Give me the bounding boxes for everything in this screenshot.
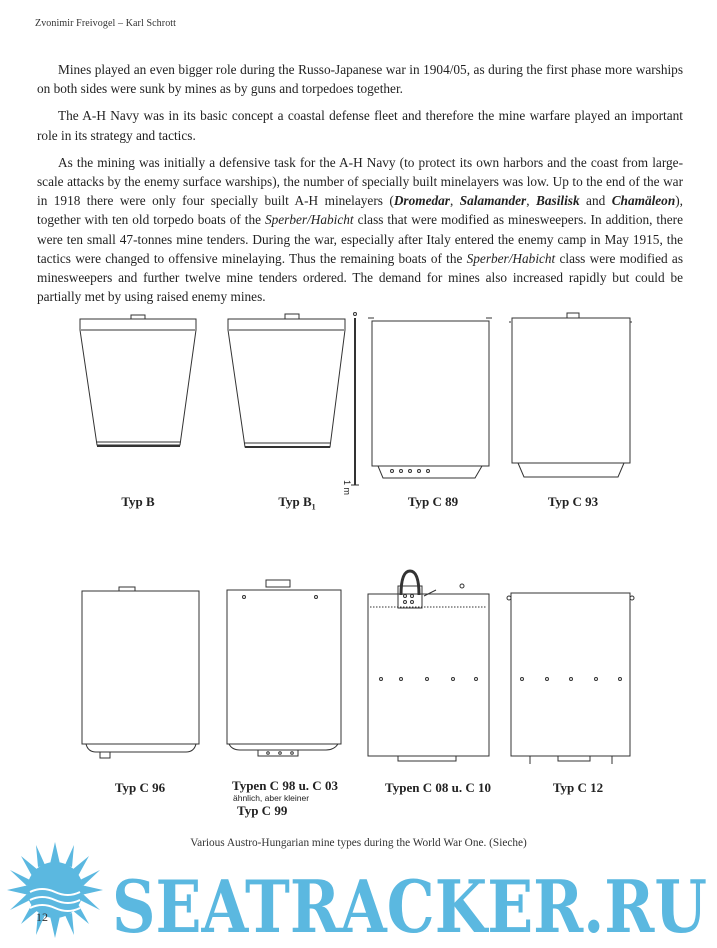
ship-name-dromedar: Dromedar bbox=[393, 193, 450, 209]
caption-typ-b1 bbox=[267, 494, 327, 512]
caption-typ-c08: Typen C 08 u. C 10 bbox=[385, 780, 491, 795]
sun-burst-icon bbox=[7, 842, 103, 938]
ship-name-salamander: Salamander bbox=[459, 193, 527, 209]
caption-typ-c12: Typ C 12 bbox=[552, 780, 604, 795]
caption-typ-b: Typ B bbox=[121, 494, 155, 509]
scale-bar bbox=[351, 313, 359, 486]
caption-typ-c96: Typ C 96 bbox=[114, 780, 166, 795]
caption-typ-b1-text: Typ B bbox=[278, 494, 312, 509]
caption-typ-c89: Typ C 89 bbox=[407, 494, 459, 509]
caption-typ-c99: Typ C 99 bbox=[237, 803, 288, 818]
figure-caption: Various Austro-Hungarian mine types during the World War One. (Sieche) bbox=[190, 837, 527, 849]
caption-typ-b1-subscript: 1 bbox=[311, 502, 316, 512]
class-name-1: Sperber/Habicht bbox=[264, 212, 354, 228]
paragraph-1: Mines played an even bigger role during the Russo-Japanese war in 1904/05, as during the first phase more warships on both sides were sunk by mines as by guns and torpedoes together. bbox=[37, 62, 683, 97]
caption-typ-c93: Typ C 93 bbox=[547, 494, 599, 509]
page-number: 12 bbox=[36, 910, 48, 924]
p3-sep-1: , bbox=[449, 193, 460, 209]
mine-drawing-typ-c12 bbox=[507, 593, 634, 764]
p3-text-c: class that were modified as minesweepers. In addition, there were ten small 47-tonnes mine tenders. During the war, especially after Italy entered the enemy camp in May 1915, the tactics were changed to offensive minelaying. Thus the remaining boats of the bbox=[37, 212, 683, 266]
ship-name-chamaleon: Chamäleon bbox=[611, 193, 676, 209]
watermark-text: SEATRACKER.RU bbox=[112, 864, 707, 948]
scale-label-wrap bbox=[342, 480, 372, 496]
mine-drawing-typ-c98 bbox=[227, 580, 341, 756]
p3-sep-2: , bbox=[526, 193, 536, 209]
watermark-logo bbox=[0, 840, 717, 948]
mine-drawing-typ-c93 bbox=[509, 313, 632, 477]
mine-drawing-typ-b bbox=[80, 315, 196, 446]
p3-and: and bbox=[579, 193, 612, 209]
mine-drawing-typ-c89 bbox=[368, 318, 492, 478]
p3-text-d: class were modified as minesweepers and further twelve mine tenders ordered. The demand for mines also increased rapidly but could be partially met by using raised enemy mines. bbox=[37, 250, 683, 305]
mine-drawing-typ-c96 bbox=[82, 587, 199, 758]
ship-name-basilisk: Basilisk bbox=[536, 193, 580, 209]
paragraph-2: The A-H Navy was in its basic concept a coastal defense fleet and therefore the mine warfare played an important role in its strategy and tactics. bbox=[37, 108, 683, 143]
mine-drawing-typ-c08 bbox=[368, 571, 489, 761]
p3-text-b: ), together with ten old torpedo boats of the bbox=[37, 193, 683, 228]
caption-typ-c98: Typen C 98 u. C 03 bbox=[232, 778, 338, 793]
caption-typ-c98-note: ähnlich, aber kleiner bbox=[233, 793, 310, 803]
class-name-2: Sperber/Habicht bbox=[466, 250, 556, 266]
scale-label: 1 m bbox=[342, 480, 352, 496]
p3-text-a: As the mining was initially a defensive task for the A-H Navy (to protect its own harbors and the coast from large-scale attacks by the enemy surface warships), the number of specially built minelayers was low. Up to the end of the war in 1918 there were only four specially built A-H minelayers ( bbox=[37, 154, 683, 209]
running-head: Zvonimir Freivogel – Karl Schrott bbox=[35, 18, 177, 29]
mine-drawing-typ-b1 bbox=[228, 314, 345, 447]
